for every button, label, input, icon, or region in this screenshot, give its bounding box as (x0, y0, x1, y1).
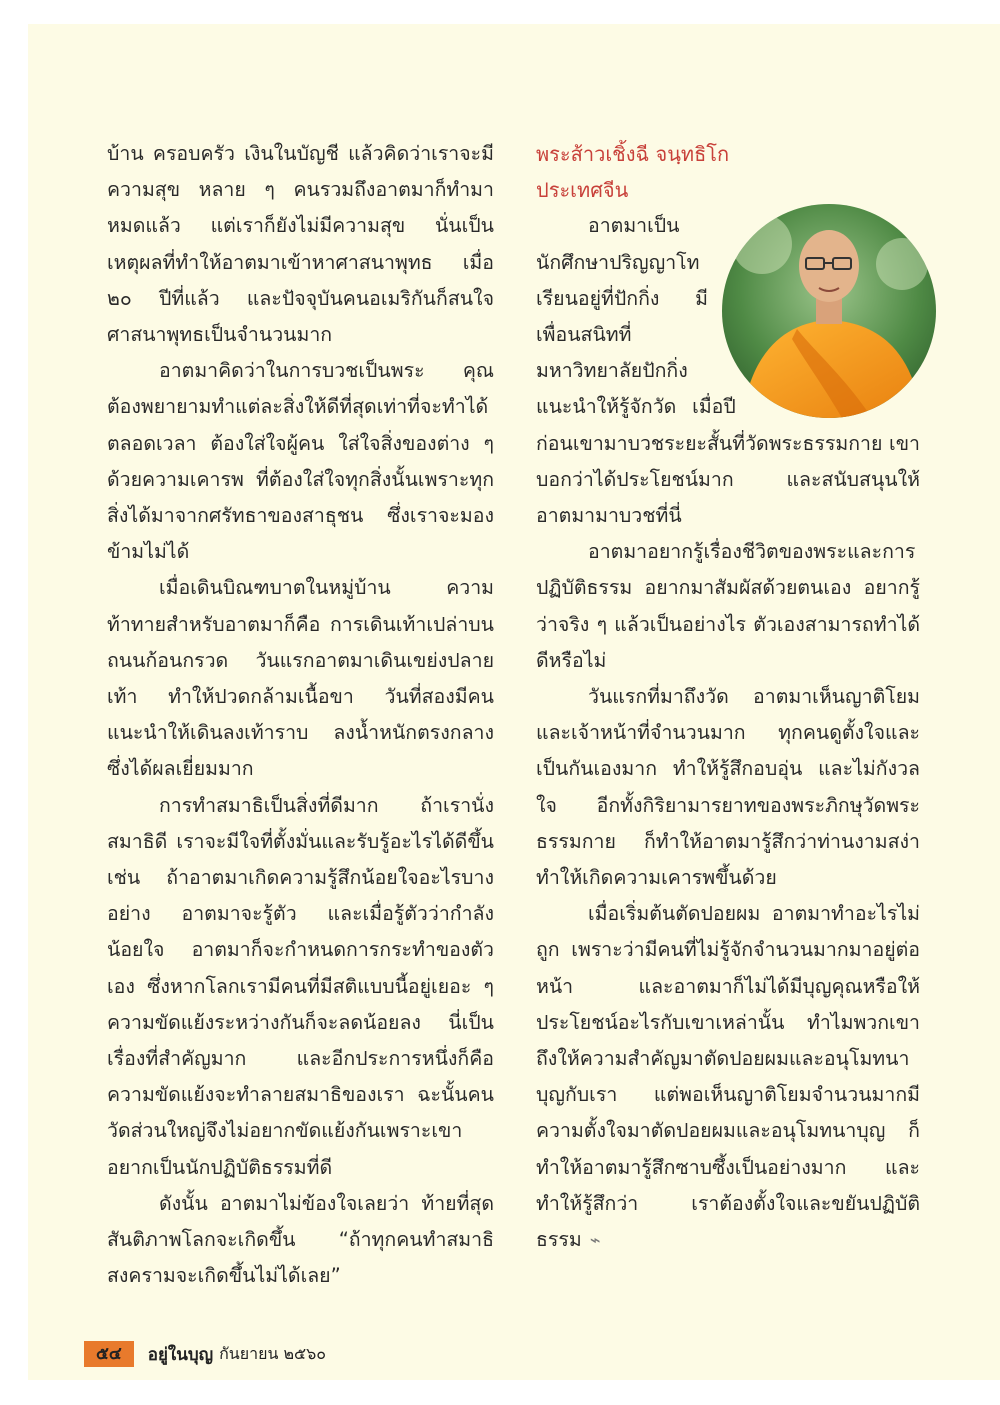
paragraph: ดังนั้น อาตมาไม่ข้องใจเลยว่า ท้ายที่สุดสันติภาพโลกจะเกิดขึ้น “ถ้าทุกคนทำสมาธิสงครามจะเกิดขึ้นไม่ได้เลย” (107, 1191, 494, 1288)
paragraph: วันแรกที่มาถึงวัด อาตมาเห็นญาติโยมและเจ้าหน้าที่จำนวนมาก ทุกคนดูตั้งใจและเป็นกันเองมาก ทำให้รู้สึกอบอุ่น และไม่กังวลใจ อีกทั้งกิริยามารยาทของพระภิกษุวัดพระธรรมกาย ก็ทำให้อาตมารู้สึกว่าท่านงามสง่า ทำให้เกิดความเคารพขึ้นด้วย (536, 685, 920, 890)
end-mark-icon: ⌁ (589, 1230, 601, 1252)
page-number: ๕๔ (84, 1341, 134, 1367)
paragraph: อาตมาคิดว่าในการบวชเป็นพระ คุณต้องพยายามทำแต่ละสิ่งให้ดีที่สุดเท่าที่จะทำได้ตลอดเวลา ต้องใส่ใจผู้คน ใส่ใจสิ่งของต่าง ๆ ด้วยความเคารพ ที่ต้องใส่ใจทุกสิ่งนั้นเพราะทุกสิ่งได้มาจากศรัทธาของสาธุชน ซึ่งเราจะมองข้ามไม่ได้ (107, 359, 494, 564)
paragraph: อาตมาอยากรู้เรื่องชีวิตของพระและการปฏิบัติธรรม อยากมาสัมผัสด้วยตนเอง อยากรู้ว่าจริง ๆ แล้วเป็นอย่างไร ตัวเองสามารถทำได้ดีหรือไม่ (536, 540, 920, 672)
paragraph: อาตมาเป็นนักศึกษาปริญญาโท เรียนอยู่ที่ปักกิ่ง มีเพื่อนสนิทที่มหาวิทยาลัยปักกิ่งแนะนำให้รู้จักวัด เมื่อปีก่อนเขามาบวชระยะสั้นที่วัดพระธรรมกาย เขาบอกว่าได้ประโยชน์มาก และสนับสนุนให้อาตมามาบวชที่นี่ (536, 214, 920, 528)
paragraph: การทำสมาธิเป็นสิ่งที่ดีมาก ถ้าเรานั่งสมาธิดี เราจะมีใจที่ตั้งมั่นและรับรู้อะไรได้ดีขึ้น เช่น ถ้าอาตมาเกิดความรู้สึกน้อยใจอะไรบางอย่าง อาตมาจะรู้ตัว และเมื่อรู้ตัวว่ากำลังน้อยใจ อาตมาก็จะกำหนดการกระทำของตัวเอง ซึ่งหากโลกเรามีคนที่มีสติแบบนี้อยู่เยอะ ๆ ความขัดแย้งระหว่างกันก็จะลดน้อยลง นี่เป็นเรื่องที่สำคัญมาก และอีกประการหนึ่งก็คือ ความขัดแย้งจะทำลายสมาธิของเรา ฉะนั้นคนวัดส่วนใหญ่จึงไม่อยากขัดแย้งกันเพราะเขาอยากเป็นนักปฏิบัติธรรมที่ดี (107, 793, 494, 1179)
monk-country-heading: ประเทศจีน (536, 178, 629, 203)
magazine-title: อยู่ในบุญ (147, 1344, 214, 1365)
monk-name-heading: พระส้าวเชิ้งฉี จนฺทธิโก (536, 142, 730, 166)
page-footer (84, 1340, 326, 1368)
paragraph: บ้าน ครอบครัว เงินในบัญชี แล้วคิดว่าเราจะมีความสุข หลาย ๆ คนรวมถึงอาตมาก็ทำมาหมดแล้ว แต่เราก็ยังไม่มีความสุข นั่นเป็นเหตุผลที่ทำให้อาตมาเข้าหาศาสนาพุทธ เมื่อ ๒๐ ปีที่แล้ว และปัจจุบันคนอเมริกันก็สนใจศาสนาพุทธเป็นจำนวนมาก (107, 142, 494, 347)
left-column (107, 136, 494, 1295)
right-column (536, 136, 920, 1259)
paragraph (536, 896, 920, 1259)
issue-date: กันยายน ๒๕๖๐ (219, 1343, 327, 1363)
monk-portrait-illustration (722, 204, 936, 418)
magazine-page (28, 24, 1000, 1380)
paragraph-text: เมื่อเริ่มต้นตัดปอยผม อาตมาทำอะไรไม่ถูก เพราะว่ามีคนที่ไม่รู้จักจำนวนมากมาอยู่ต่อหน้า และอาตมาก็ไม่ได้มีบุญคุณหรือให้ประโยชน์อะไรกับเขาเหล่านั้น ทำไมพวกเขาถึงให้ความสำคัญมาตัดปอยผมและอนุโมทนาบุญกับเรา แต่พอเห็นญาติโยมจำนวนมากมีความตั้งใจมาตัดปอยผมและอนุโมทนาบุญ ก็ทำให้อาตมารู้สึกซาบซึ้งเป็นอย่างมาก และทำให้รู้สึกว่า เราต้องตั้งใจและขยันปฏิบัติธรรม (536, 902, 920, 1252)
monk-portrait-photo (722, 204, 936, 418)
paragraph: เมื่อเดินบิณฑบาตในหมู่บ้าน ความท้าทายสำหรับอาตมาก็คือ การเดินเท้าเปล่าบนถนนก้อนกรวด วันแรกอาตมาเดินเขย่งปลายเท้า ทำให้ปวดกล้ามเนื้อขา วันที่สองมีคนแนะนำให้เดินลงเท้าราบ ลงน้ำหนักตรงกลาง ซึ่งได้ผลเยี่ยมมาก (107, 576, 494, 781)
